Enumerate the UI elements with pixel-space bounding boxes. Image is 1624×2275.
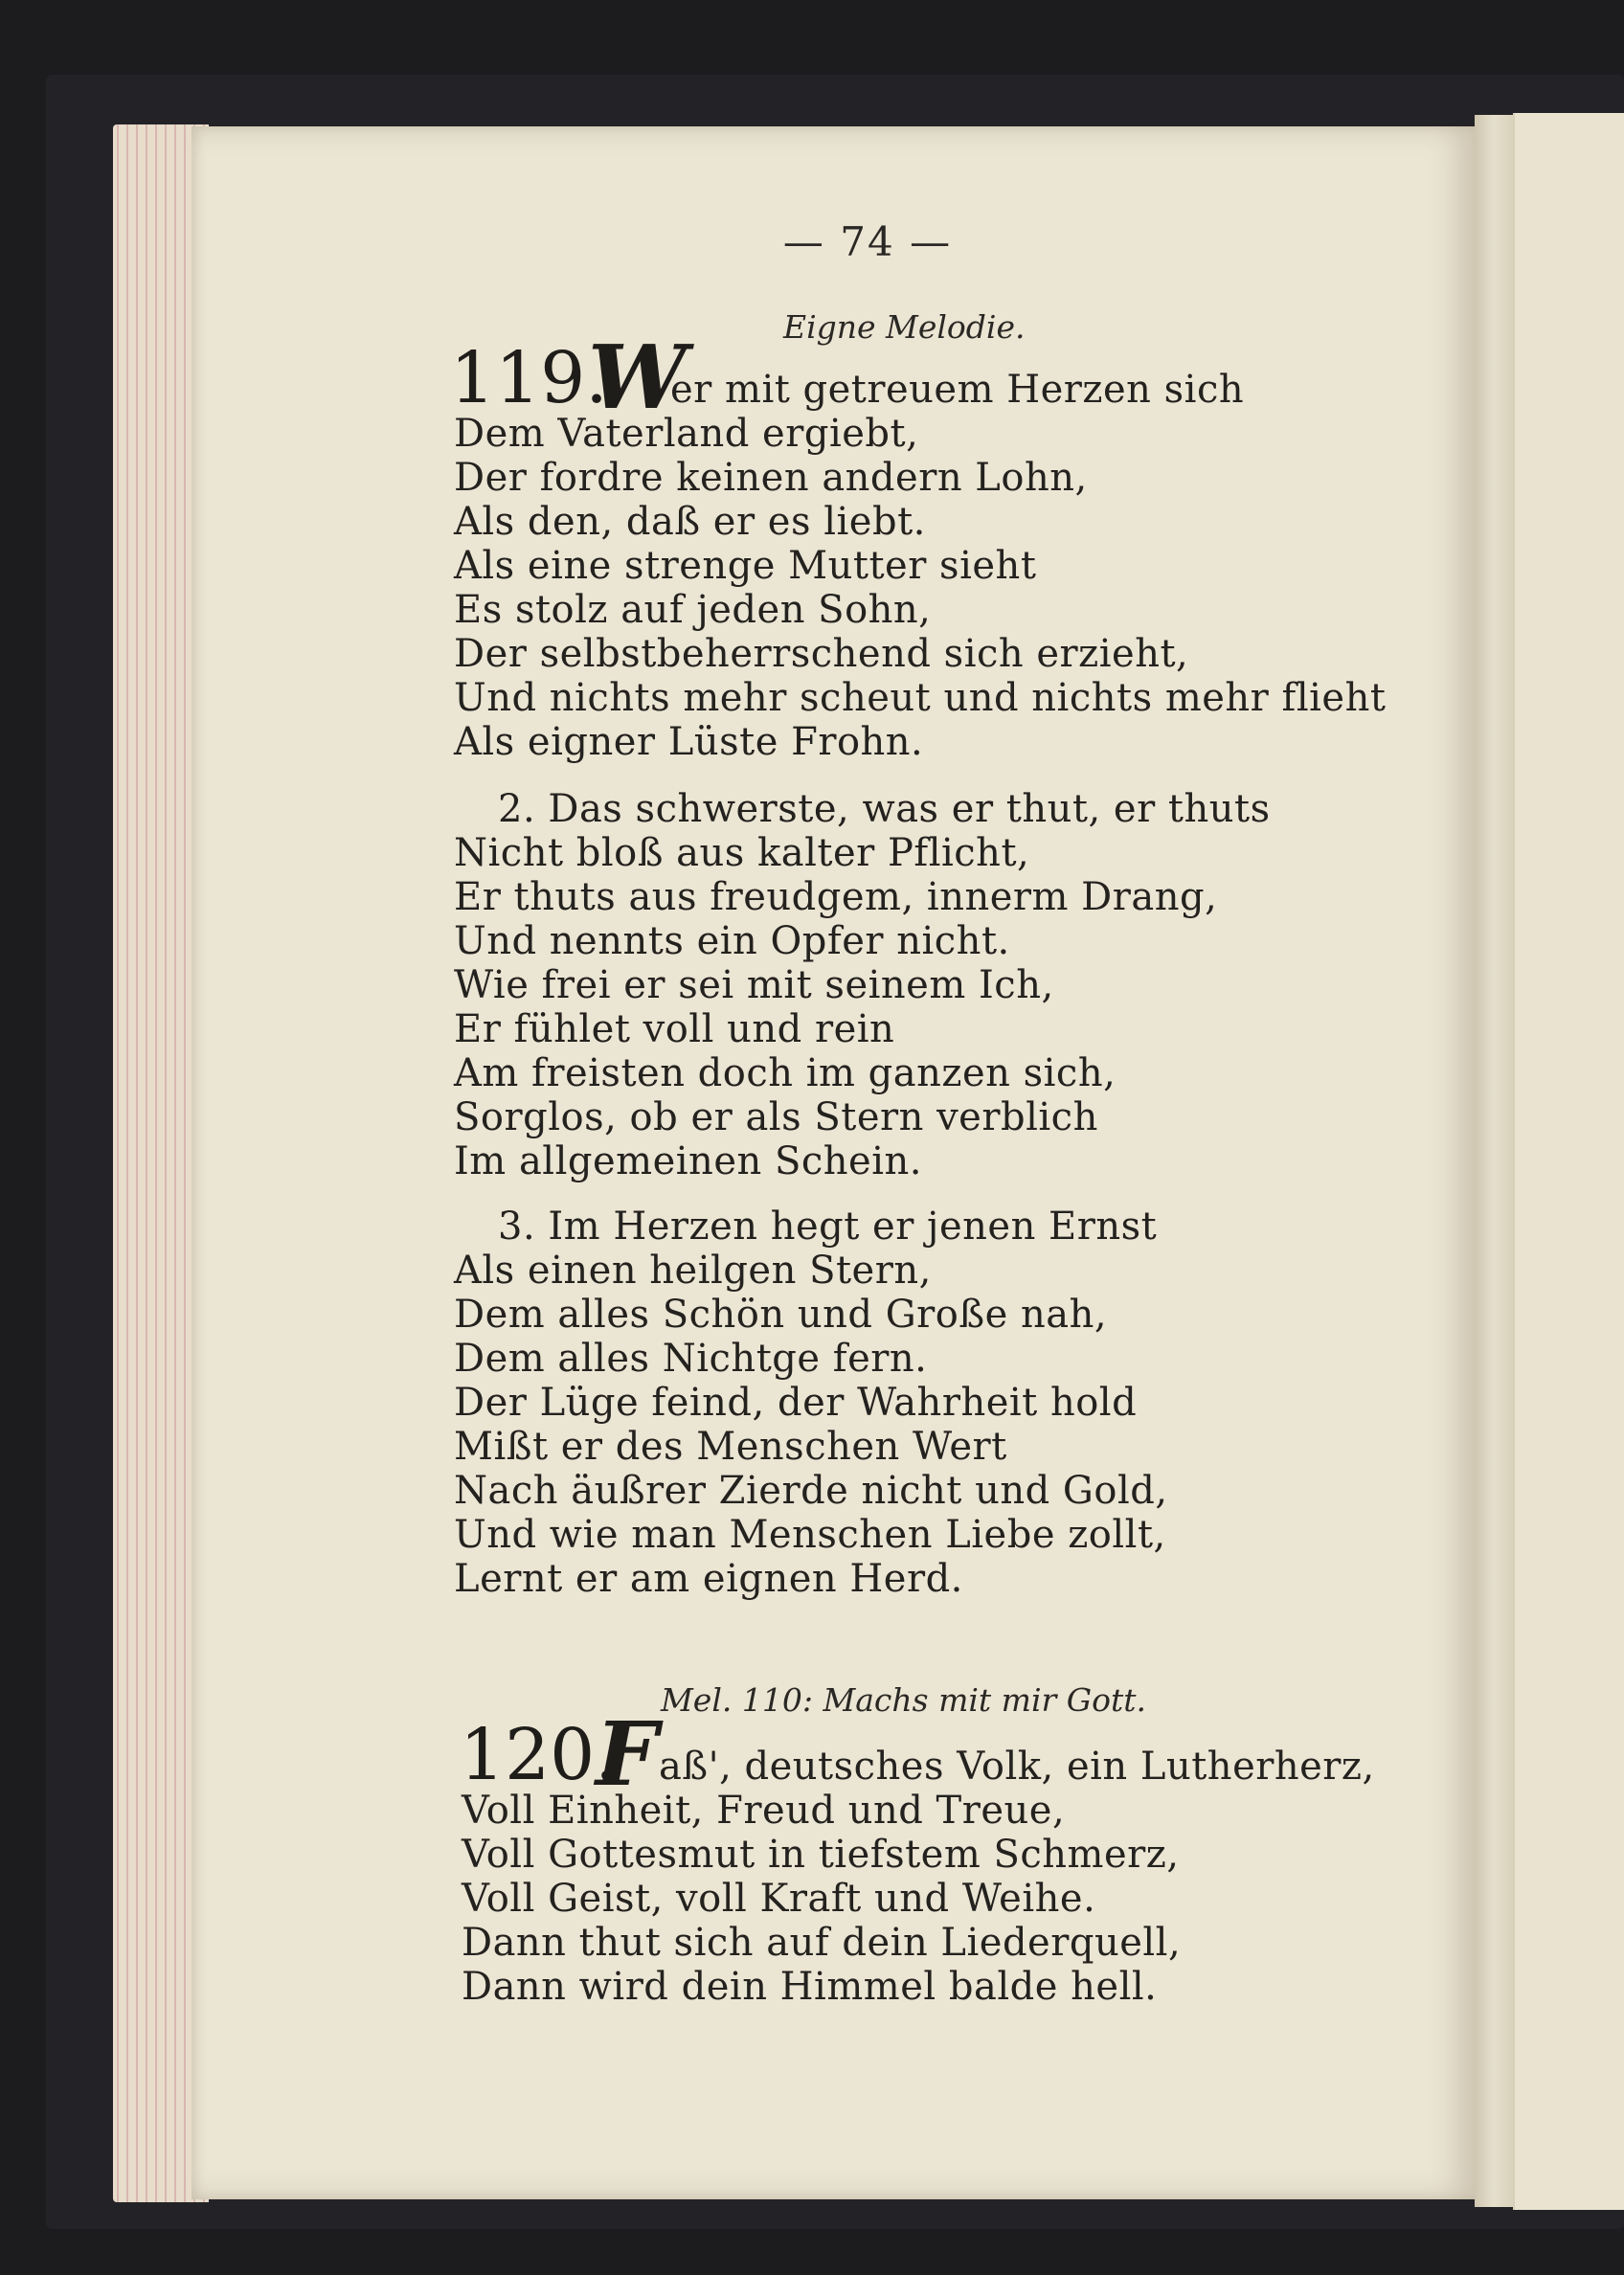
hymn-119-s2-line-3: Er thuts aus freudgem, innerm Drang, [454, 875, 1218, 919]
hymn-119-melody: Eigne Melodie. [783, 308, 1026, 346]
hymn-120-line-5: Dann thut sich auf dein Liederquell, [462, 1921, 1182, 1965]
hymn-119-s2-line-4: Und nennts ein Opfer nicht. [454, 919, 1010, 963]
hymn-119-s3-line-4: Dem alles Nichtge fern. [454, 1337, 928, 1381]
hymn-119-s3-line-2: Als einen heilgen Stern, [454, 1249, 932, 1293]
hymn-119-s3-line-6: Mißt er des Menschen Wert [454, 1425, 1007, 1469]
hymn-120-melody: Mel. 110: Machs mit mir Gott. [661, 1681, 1147, 1719]
hymn-119-s2-line-9: Im allgemeinen Schein. [454, 1139, 922, 1183]
hymn-120-line-1: aß', deutsches Volk, ein Lutherherz, [659, 1745, 1375, 1789]
hymn-119-line-1: er mit getreuem Herzen sich [670, 368, 1245, 412]
hymn-119-number: 119. [450, 337, 608, 419]
hymn-120-line-6: Dann wird dein Himmel balde hell. [462, 1965, 1158, 2009]
hymn-119-s3-line-5: Der Lüge feind, der Wahrheit hold [454, 1381, 1138, 1425]
hymn-119-s3-line-9: Lernt er am eignen Herd. [454, 1557, 963, 1601]
hymn-119-line-4: Als den, daß er es liebt. [454, 500, 926, 544]
hymn-119-s3-line-3: Dem alles Schön und Große nah, [454, 1293, 1108, 1337]
hymn-119-initial: W [588, 326, 688, 429]
hymn-119-s3-line-8: Und wie man Menschen Liebe zollt, [454, 1513, 1166, 1557]
hymn-120-initial: F [596, 1702, 659, 1806]
hymn-119-s2-line-8: Sorglos, ob er als Stern verblich [454, 1095, 1098, 1139]
hymn-119-line-9: Als eigner Lüste Frohn. [454, 720, 924, 764]
hymn-119-s3-line-7: Nach äußrer Zierde nicht und Gold, [454, 1469, 1168, 1513]
hymn-119-line-2: Dem Vaterland ergiebt, [454, 412, 919, 456]
hymn-119-line-7: Der selbstbeherrschend sich erzieht, [454, 632, 1189, 676]
hymn-119-line-5: Als eine strenge Mutter sieht [454, 544, 1037, 588]
facing-page [1513, 113, 1624, 2210]
hymn-120-line-3: Voll Gottesmut in tiefstem Schmerz, [462, 1833, 1180, 1877]
hymn-119-line-3: Der fordre keinen andern Lohn, [454, 456, 1088, 500]
hymn-120-line-4: Voll Geist, voll Kraft und Weihe. [462, 1877, 1096, 1921]
hymn-119-s2-line-6: Er fühlet voll und rein [454, 1007, 895, 1051]
hymn-120-number: 120. [460, 1714, 618, 1796]
hymn-119-s2-line-5: Wie frei er sei mit seinem Ich, [454, 963, 1054, 1007]
hymn-119-s2-line-7: Am freisten doch im ganzen sich, [454, 1051, 1116, 1095]
hymn-119-line-6: Es stolz auf jeden Sohn, [454, 588, 932, 632]
hymn-119-s3-line-1: 3. Im Herzen hegt er jenen Ernst [498, 1205, 1158, 1249]
hymn-119-s2-line-2: Nicht bloß aus kalter Pflicht, [454, 831, 1030, 875]
hymn-119-line-8: Und nichts mehr scheut und nichts mehr flieht [454, 676, 1387, 720]
book-gutter [1475, 115, 1513, 2207]
page-number: — 74 — [782, 218, 953, 265]
hymn-119-s2-line-1: 2. Das schwerste, was er thut, er thuts [498, 787, 1271, 831]
hymn-120-line-2: Voll Einheit, Freud und Treue, [462, 1789, 1066, 1833]
